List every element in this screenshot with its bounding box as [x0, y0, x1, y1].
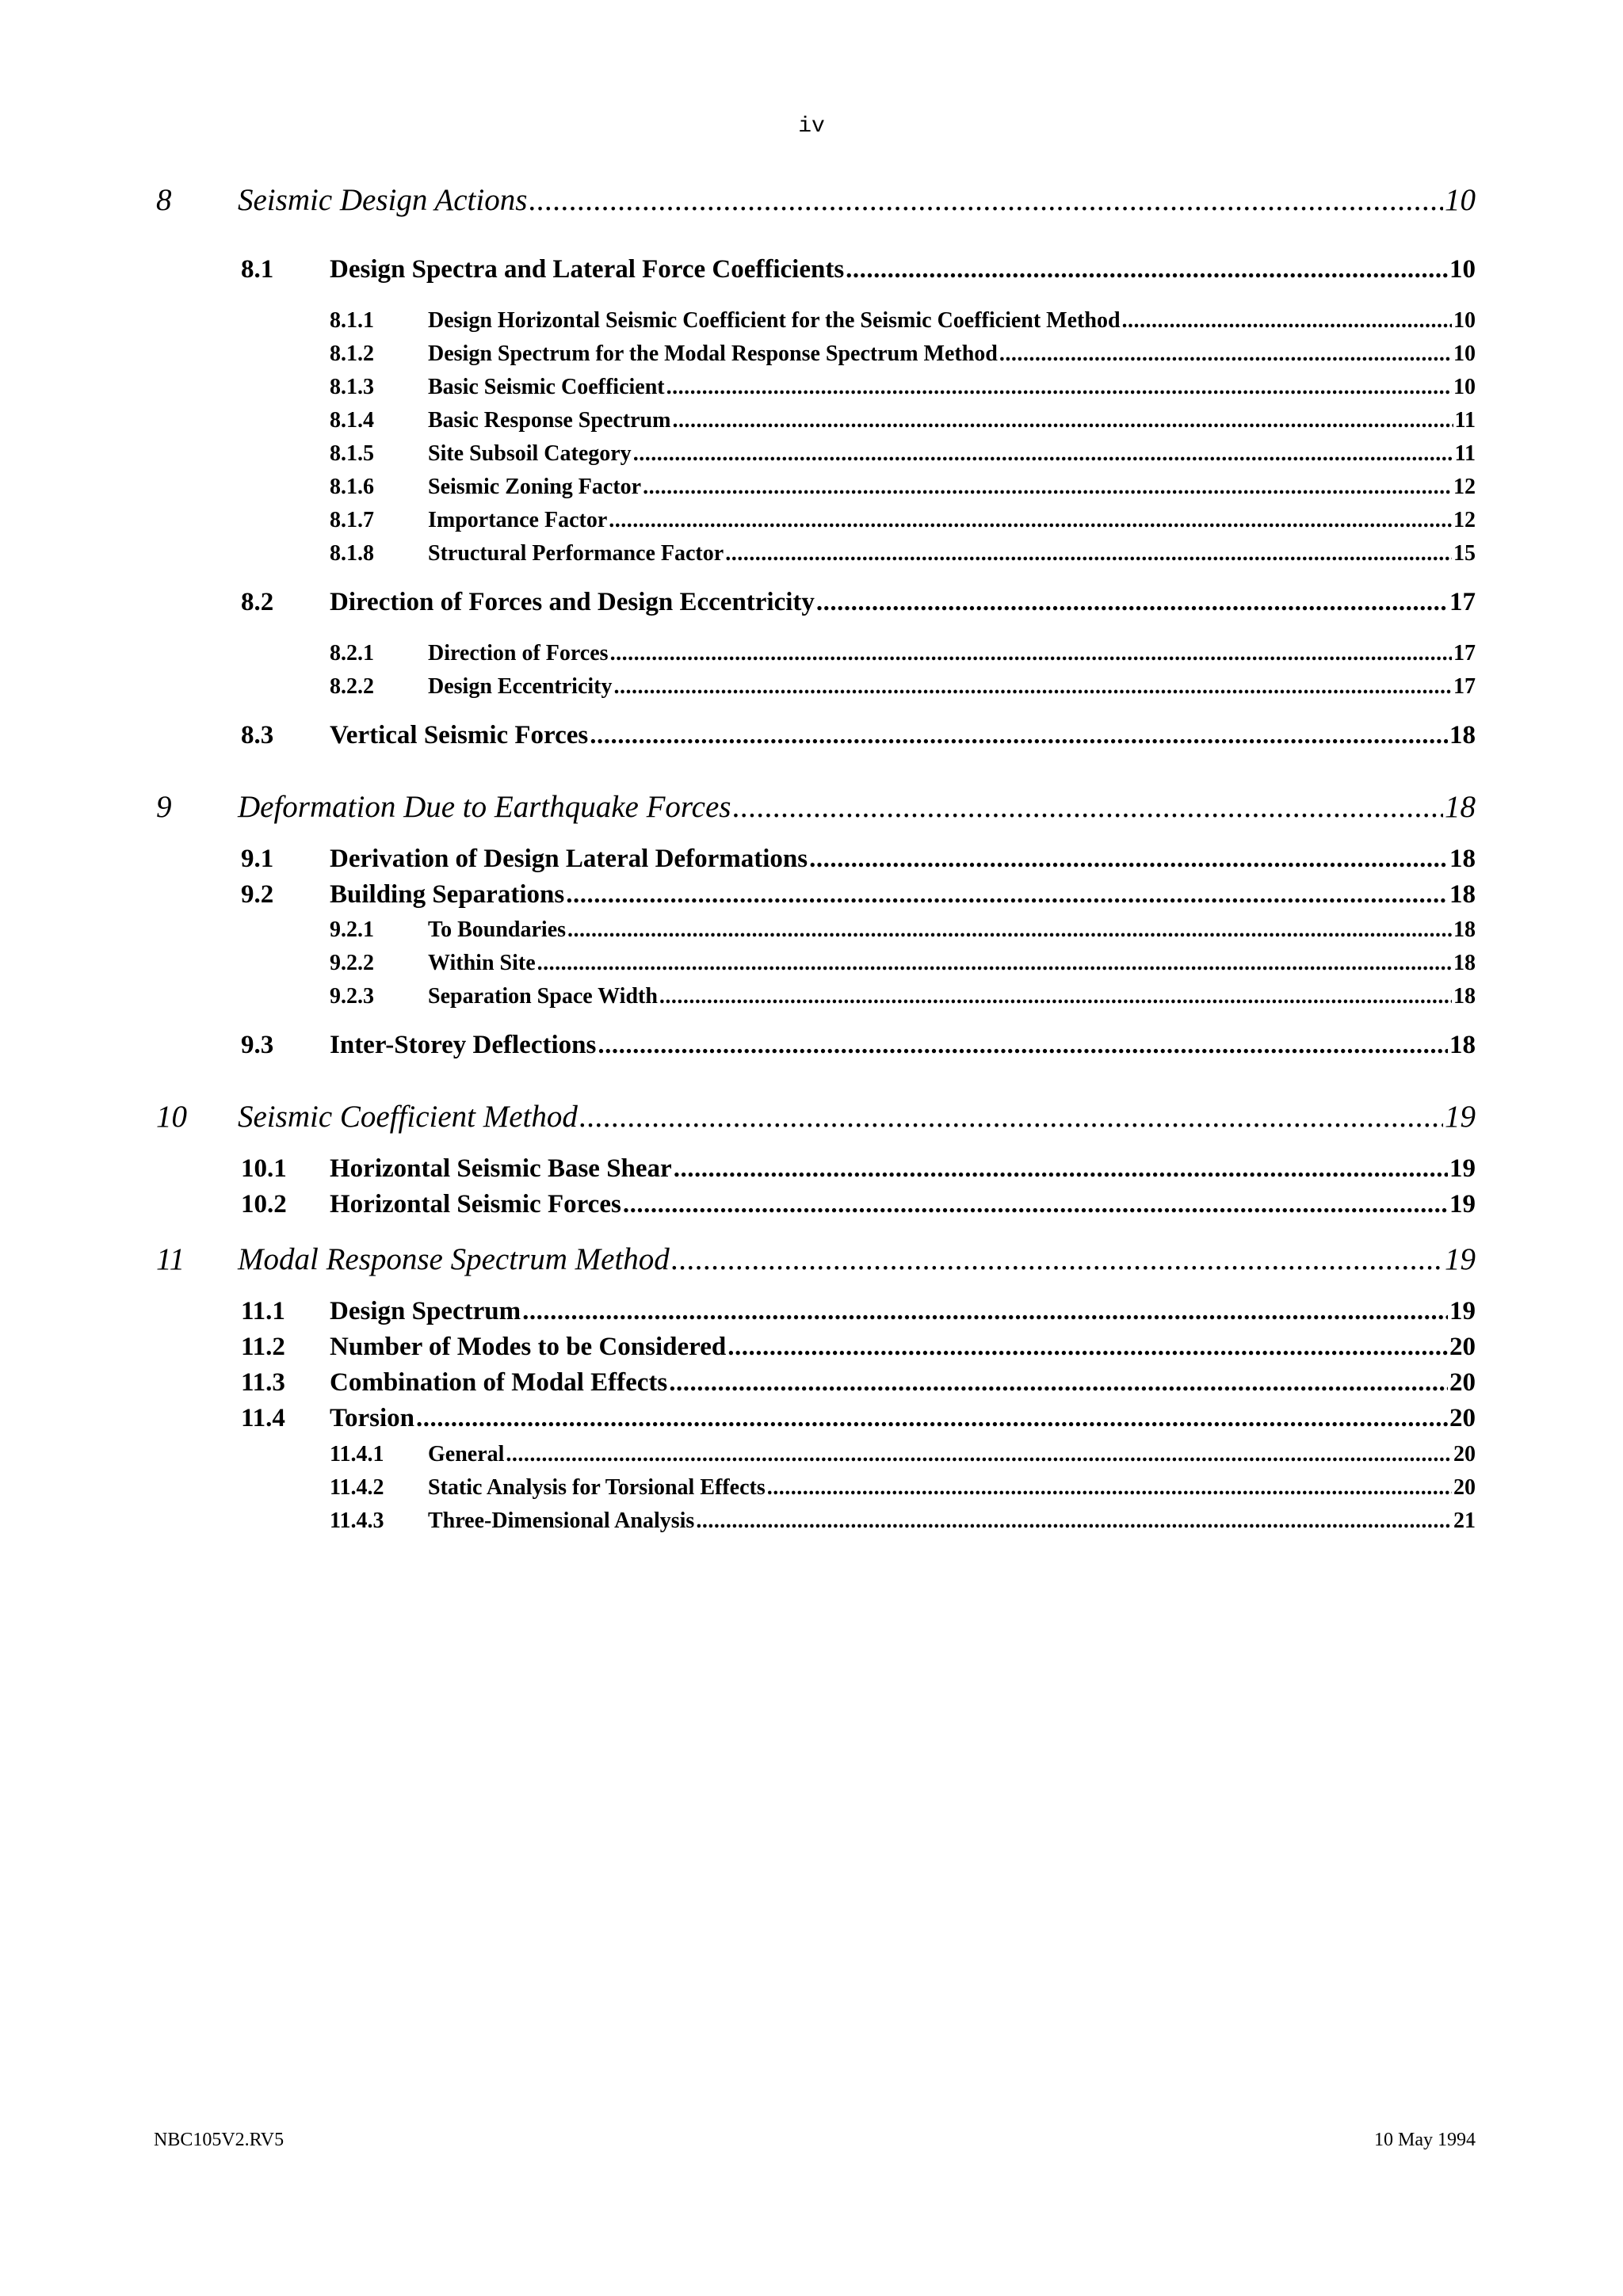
leader-dots	[674, 1154, 1448, 1184]
toc-entry[interactable]	[330, 641, 1476, 666]
leader-dots	[579, 1099, 1443, 1135]
toc-title: Horizontal Seismic Base Shear	[330, 1154, 672, 1183]
toc-page: 11	[1454, 441, 1476, 466]
toc-entry[interactable]	[156, 1241, 1476, 1277]
leader-dots	[672, 408, 1453, 433]
leader-dots	[696, 1508, 1452, 1534]
toc-page: 20	[1449, 1333, 1476, 1361]
leader-dots	[633, 441, 1453, 467]
toc-title: Three-Dimensional Analysis	[428, 1508, 695, 1533]
toc-page: 12	[1453, 475, 1476, 499]
toc-page: 17	[1453, 674, 1476, 699]
toc-entry[interactable]	[330, 1475, 1476, 1501]
toc-title: Direction of Forces and Design Eccentricity	[330, 588, 815, 616]
toc-title: Derivation of Design Lateral Deformations	[330, 845, 808, 873]
toc-entry[interactable]	[241, 255, 1476, 284]
toc-page: 18	[1449, 880, 1476, 909]
toc-page: 18	[1453, 951, 1476, 975]
leader-dots	[623, 1190, 1448, 1219]
toc-number: 8.1.3	[330, 375, 374, 399]
toc-page: 10	[1453, 308, 1476, 333]
leader-dots	[598, 1031, 1448, 1060]
footer-document-id: NBC105V2.RV5	[154, 2130, 285, 2150]
toc-title: Design Eccentricity	[428, 674, 613, 699]
toc-entry[interactable]	[241, 845, 1476, 874]
toc-title: Design Spectra and Lateral Force Coefficients	[330, 255, 845, 284]
leader-dots	[846, 255, 1448, 284]
toc-page: 12	[1453, 508, 1476, 532]
toc-title: Seismic Zoning Factor	[428, 475, 642, 499]
leader-dots	[725, 541, 1452, 566]
toc-entry[interactable]	[330, 508, 1476, 533]
toc-page: 18	[1453, 984, 1476, 1009]
footer-date: 10 May 1994	[1374, 2130, 1476, 2150]
toc-number: 11.4.3	[330, 1508, 384, 1533]
toc-title: Torsion	[330, 1404, 414, 1432]
leader-dots	[567, 917, 1452, 943]
toc-number: 11.3	[241, 1368, 285, 1397]
toc-entry[interactable]	[241, 1297, 1476, 1326]
toc-title: Within Site	[428, 951, 536, 975]
toc-title: Importance Factor	[428, 508, 608, 532]
toc-title: Number of Modes to be Considered	[330, 1333, 727, 1361]
leader-dots	[809, 845, 1448, 874]
leader-dots	[999, 341, 1452, 367]
toc-title: Site Subsoil Category	[428, 441, 632, 466]
toc-number: 9.2	[241, 880, 274, 909]
toc-number: 9	[156, 790, 172, 824]
toc-number: 10.1	[241, 1154, 287, 1183]
toc-title: General	[428, 1442, 505, 1466]
toc-page: 10	[1449, 255, 1476, 284]
toc-title: Combination of Modal Effects	[330, 1368, 668, 1397]
toc-page: 19	[1449, 1190, 1476, 1219]
toc-page: 18	[1449, 1031, 1476, 1059]
toc-entry[interactable]	[330, 951, 1476, 976]
toc-number: 11.2	[241, 1333, 285, 1361]
toc-title: Inter-Storey Deflections	[330, 1031, 597, 1059]
toc-page: 19	[1445, 1100, 1476, 1134]
toc-entry[interactable]	[241, 1154, 1476, 1184]
toc-entry[interactable]	[330, 441, 1476, 467]
toc-page: 20	[1449, 1404, 1476, 1432]
toc-title: Seismic Coefficient Method	[238, 1100, 578, 1134]
toc-entry[interactable]	[330, 408, 1476, 433]
toc-title: To Boundaries	[428, 917, 567, 942]
toc-title: Direction of Forces	[428, 641, 609, 666]
toc-page: 18	[1449, 845, 1476, 873]
toc-number: 11.4.2	[330, 1475, 384, 1500]
toc-number: 8.2.2	[330, 674, 374, 699]
toc-title: Separation Space Width	[428, 984, 658, 1009]
leader-dots	[522, 1297, 1448, 1326]
toc-number: 9.2.3	[330, 984, 374, 1009]
toc-number: 9.3	[241, 1031, 274, 1059]
leader-dots	[610, 641, 1452, 666]
toc-page: 10	[1453, 341, 1476, 366]
toc-number: 8.1.8	[330, 541, 374, 566]
toc-title: Basic Seismic Coefficient	[428, 375, 665, 399]
toc-entry[interactable]	[330, 984, 1476, 1009]
toc-entry[interactable]	[241, 721, 1476, 750]
toc-title: Design Spectrum	[330, 1297, 521, 1325]
toc-entry[interactable]	[330, 341, 1476, 367]
toc-number: 8.2	[241, 588, 274, 616]
toc-entry[interactable]	[156, 1099, 1476, 1135]
leader-dots	[671, 1241, 1443, 1277]
leader-dots	[537, 951, 1452, 976]
toc-entry[interactable]	[241, 880, 1476, 910]
toc-number: 8.1	[241, 255, 274, 284]
toc-page: 19	[1449, 1297, 1476, 1325]
toc-number: 10.2	[241, 1190, 287, 1219]
toc-title: Deformation Due to Earthquake Forces	[238, 790, 731, 824]
leader-dots	[506, 1442, 1452, 1467]
toc-entry[interactable]	[330, 541, 1476, 566]
toc-page: 15	[1453, 541, 1476, 566]
toc-entry[interactable]	[241, 1190, 1476, 1219]
toc-page: 20	[1453, 1475, 1476, 1500]
toc-page: 11	[1454, 408, 1476, 433]
leader-dots	[529, 182, 1443, 218]
toc-title: Modal Response Spectrum Method	[238, 1242, 670, 1276]
toc-number: 8.1.5	[330, 441, 374, 466]
toc-entry[interactable]	[241, 1333, 1476, 1362]
leader-dots	[816, 588, 1448, 617]
toc-number: 11.4.1	[330, 1442, 384, 1466]
toc-title: Seismic Design Actions	[238, 183, 528, 217]
leader-dots	[659, 984, 1452, 1009]
leader-dots	[590, 721, 1448, 750]
toc-page: 18	[1449, 721, 1476, 749]
toc-page: 17	[1453, 641, 1476, 666]
leader-dots	[732, 789, 1443, 825]
toc-number: 11	[156, 1242, 185, 1276]
toc-title: Design Horizontal Seismic Coefficient for the Seismic Coefficient Method	[428, 308, 1121, 333]
toc-title: Design Spectrum for the Modal Response Spectrum Method	[428, 341, 998, 366]
toc-page: 19	[1445, 1242, 1476, 1276]
toc-page: 20	[1453, 1442, 1476, 1466]
toc-number: 8.1.2	[330, 341, 374, 366]
toc-entry[interactable]	[156, 182, 1476, 218]
toc-entry[interactable]	[241, 1368, 1476, 1398]
toc-entry[interactable]	[330, 475, 1476, 500]
toc-number: 8.3	[241, 721, 274, 749]
toc-page: 10	[1445, 183, 1476, 217]
toc-number: 8.1.4	[330, 408, 374, 433]
page-number: iv	[798, 114, 825, 139]
toc-number: 11.1	[241, 1297, 285, 1325]
leader-dots	[614, 674, 1453, 700]
toc-number: 9.1	[241, 845, 274, 873]
toc-number: 8	[156, 183, 172, 217]
leader-dots	[416, 1404, 1448, 1433]
toc-entry[interactable]	[330, 308, 1476, 334]
toc-title: Building Separations	[330, 880, 565, 909]
toc-number: 8.1.7	[330, 508, 374, 532]
toc-entry[interactable]	[156, 789, 1476, 825]
toc-page: 18	[1453, 917, 1476, 942]
toc-title: Horizontal Seismic Forces	[330, 1190, 621, 1219]
toc-page: 10	[1453, 375, 1476, 399]
toc-title: Vertical Seismic Forces	[330, 721, 589, 749]
toc-page: 17	[1449, 588, 1476, 616]
toc-page: 18	[1445, 790, 1476, 824]
leader-dots	[1122, 308, 1452, 334]
toc-number: 9.2.2	[330, 951, 374, 975]
toc-page: 19	[1449, 1154, 1476, 1183]
toc-number: 8.1.6	[330, 475, 374, 499]
toc-entry[interactable]	[330, 674, 1476, 700]
toc-number: 8.1.1	[330, 308, 374, 333]
leader-dots	[643, 475, 1452, 500]
leader-dots	[669, 1368, 1448, 1398]
toc-entry[interactable]	[241, 588, 1476, 617]
leader-dots	[666, 375, 1452, 400]
toc-entry[interactable]	[241, 1404, 1476, 1433]
toc-title: Static Analysis for Torsional Effects	[428, 1475, 766, 1500]
toc-title: Structural Performance Factor	[428, 541, 724, 566]
toc-entry[interactable]	[330, 375, 1476, 400]
leader-dots	[609, 508, 1452, 533]
toc-number: 9.2.1	[330, 917, 374, 942]
toc-entry[interactable]	[330, 1508, 1476, 1534]
toc-entry[interactable]	[241, 1031, 1476, 1060]
leader-dots	[727, 1333, 1448, 1362]
toc-number: 8.2.1	[330, 641, 374, 666]
leader-dots	[566, 880, 1448, 910]
toc-title: Basic Response Spectrum	[428, 408, 671, 433]
toc-page: 21	[1453, 1508, 1476, 1533]
toc-number: 11.4	[241, 1404, 285, 1432]
toc-number: 10	[156, 1100, 187, 1134]
toc-entry[interactable]	[330, 917, 1476, 943]
toc-page: 20	[1449, 1368, 1476, 1397]
toc-entry[interactable]	[330, 1442, 1476, 1467]
leader-dots	[767, 1475, 1452, 1501]
